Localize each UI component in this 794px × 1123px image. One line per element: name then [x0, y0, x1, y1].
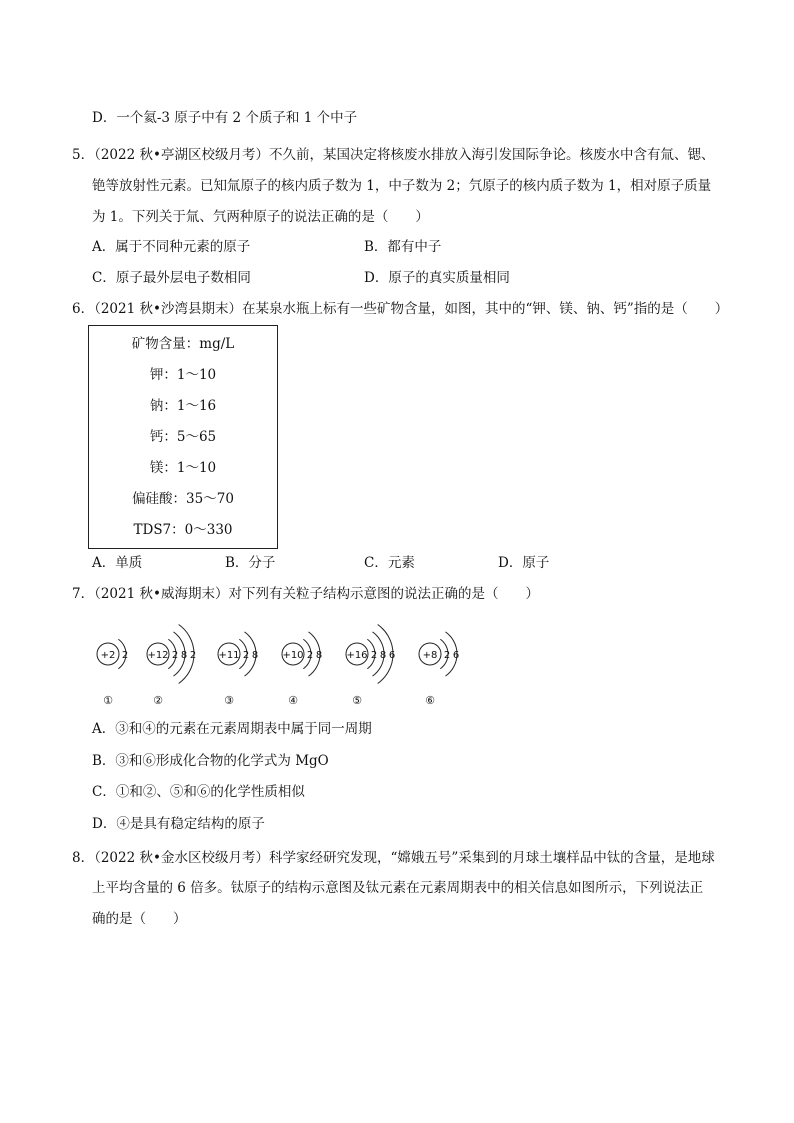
nucleus-charge: +2: [100, 650, 116, 661]
q7-stem: 7．（2021 秋•威海期末）对下列有关粒子结构示意图的说法正确的是（ ）: [72, 586, 539, 602]
q6-option-c: C．元素: [364, 555, 415, 571]
atom-diagram: [282, 632, 322, 707]
mineral-row: 偏硅酸：35～70: [132, 491, 234, 507]
q8-stem-line1: 8．（2022 秋•金水区校级月考）科学家经研究发现，“嫦娥五号”采集到的月球土壤样品中钛的含量，是地球: [72, 850, 715, 866]
diagram-label: ⑤: [352, 694, 362, 707]
q6-option-d: D．原子: [498, 555, 550, 571]
nucleus-charge: +12: [147, 650, 169, 661]
q5-option-c: C．原子最外层电子数相同: [92, 270, 251, 286]
q6-stem: 6．（2021 秋•沙湾县期末）在某泉水瓶上标有一些矿物含量，如图，其中的“钾、镁、钠、钙”指的是（ ）: [72, 301, 729, 317]
shell-electron-count: 8: [180, 650, 188, 661]
atom-diagram: [419, 632, 459, 707]
mineral-row: 钠：1～16: [149, 398, 217, 414]
mineral-row: 钾：1～10: [149, 367, 217, 383]
nucleus-charge: +16: [346, 650, 368, 661]
q6-option-b: B．分子: [225, 555, 276, 571]
shell-electron-count: 8: [315, 650, 323, 661]
diagram-label: ②: [153, 694, 163, 707]
shell-electron-count: 2: [443, 650, 451, 661]
shell-electron-count: 2: [306, 650, 314, 661]
mineral-row: TDS7：0～330: [133, 522, 233, 538]
q5-stem-line2: 铯等放射性元素。已知氚原子的核内质子数为 1，中子数为 2；氕原子的核内质子数为 1，相对原子质量: [92, 178, 712, 194]
shell-electron-count: 2: [370, 650, 378, 661]
atom-diagram: [346, 625, 395, 707]
mineral-row: 镁：1～10: [149, 460, 217, 476]
shell-electron-count: 8: [251, 650, 259, 661]
q8-stem-line3: 确的是（ ）: [92, 911, 187, 927]
shell-electron-count: 2: [189, 650, 197, 661]
atom-diagram: [97, 639, 128, 707]
shell-electron-count: 2: [121, 650, 129, 661]
q5-option-a: A．属于不同种元素的原子: [92, 239, 251, 255]
q7-option-b: B．③和⑥形成化合物的化学式为 MgO: [92, 753, 329, 769]
diagram-label: ③: [224, 694, 234, 707]
shell-electron-count: 6: [388, 650, 396, 661]
diagram-label: ④: [288, 694, 298, 707]
particle-structure-diagrams: [80, 612, 500, 712]
mineral-label-box: [88, 325, 278, 549]
shell-electron-count: 2: [171, 650, 179, 661]
diagram-label: ①: [103, 694, 113, 707]
shell-electron-count: 6: [452, 650, 460, 661]
mineral-row: 钙：5～65: [149, 429, 217, 445]
nucleus-charge: +8: [422, 650, 438, 661]
q5-option-b: B．都有中子: [364, 239, 442, 255]
mineral-label-title: 矿物含量：mg/L: [131, 336, 235, 352]
atom-diagram: [218, 632, 258, 707]
diagram-label: ⑥: [425, 694, 435, 707]
q5-option-d: D．原子的真实质量相同: [364, 270, 510, 286]
q7-option-d: D．④是具有稳定结构的原子: [92, 816, 265, 832]
q7-option-a: A．③和④的元素在元素周期表中属于同一周期: [92, 721, 372, 737]
nucleus-charge: +11: [218, 650, 240, 661]
q5-stem-line3: 为 1。下列关于氚、氕两种原子的说法正确的是（ ）: [92, 209, 429, 225]
q4-option-d: D．一个氦-3 原子中有 2 个质子和 1 个中子: [92, 110, 358, 126]
q6-option-a: A．单质: [92, 555, 143, 571]
q5-stem-line1: 5．（2022 秋•亭湖区校级月考）不久前，某国决定将核废水排放入海引发国际争论。核废水中含有氚、锶、: [72, 147, 715, 163]
q8-stem-line2: 上平均含量的 6 倍多。钛原子的结构示意图及钛元素在元素周期表中的相关信息如图所示，下列说法正: [92, 880, 704, 896]
shell-electron-count: 8: [379, 650, 387, 661]
shell-electron-count: 2: [242, 650, 250, 661]
nucleus-charge: +10: [282, 650, 304, 661]
atom-diagram: [147, 625, 196, 707]
q7-option-c: C．①和②、⑤和⑥的化学性质相似: [92, 784, 305, 800]
